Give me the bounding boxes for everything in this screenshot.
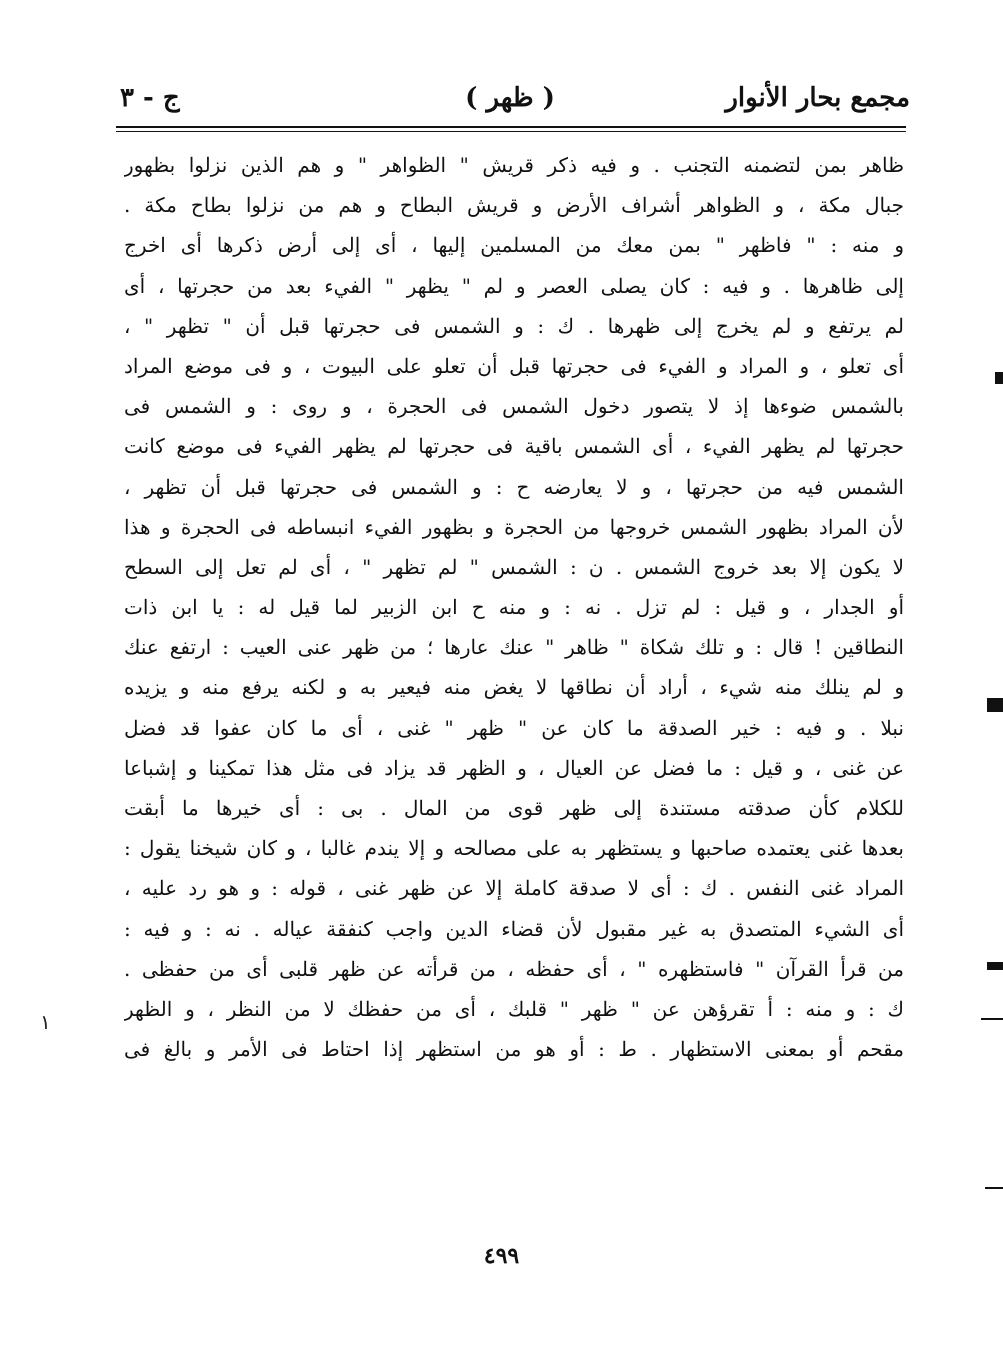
text-line: بالشمس ضوءها إذ لا يتصور دخول الشمس فى الحجرة ، و روى : و الشمس فى: [124, 394, 904, 419]
text-line: لأن المراد بظهور الشمس خروجها من الحجرة و بظهور الفيء انبساطه فى الحجرة و هذا: [124, 514, 904, 539]
page-number: ٤٩٩: [483, 1243, 520, 1269]
scan-mark: [995, 372, 1003, 384]
text-line: مقحم أو بمعنى الاستظهار . ط : أو هو من استظهر إذا احتاط فى الأمر و بالغ فى: [124, 1037, 904, 1062]
text-line: عن غنى ، و قيل : ما فضل عن العيال ، و الظهر قد يزاد فى مثل هذا تمكينا و إشباعا: [124, 755, 904, 780]
header-rule-thin: [116, 131, 906, 132]
text-line: ك : و منه : أ تقرؤهن عن " ظهر " قلبك ، أى من حفظك لا من النظر ، و الظهر: [124, 996, 904, 1021]
root-word: ( ظهر ): [465, 83, 555, 113]
text-line: النطاقين ! قال : و تلك شكاة " ظاهر " عنك عارها ؛ من ظهر عنى العيب : ارتفع عنك: [124, 635, 904, 660]
volume-number: ج - ٣: [120, 83, 180, 113]
text-line: الشمس فيه من حجرتها ، و لا يعارضه ح : و الشمس فى حجرتها قبل أن تظهر ،: [124, 474, 904, 499]
text-line: لا يكون إلا بعد خروج الشمس . ن : الشمس " لم تظهر " ، أى لم تعل إلى السطح: [124, 554, 904, 579]
text-line: أى تعلو ، و المراد و الفيء فى حجرتها قبل أن تعلو على البيوت ، و فى موضع المراد: [124, 353, 904, 378]
text-line: ظاهر بمن لتضمنه التجنب . و فيه ذكر قريش " الظواهر " و هم الذين نزلوا بظهور: [124, 153, 904, 177]
text-line: المراد غنى النفس . ك : أى لا صدقة كاملة إلا عن ظهر غنى ، قوله : و هو رد عليه ،: [124, 876, 904, 901]
text-line: بعدها غنى يعتمده صاحبها و يستظهر به على مصالحه و إلا يندم غالبا ، و كان شيخنا يقول :: [124, 836, 904, 861]
header-rule: [116, 126, 906, 128]
text-line: إلى ظاهرها . و فيه : كان يصلى العصر و لم " يظهر " الفيء بعد من حجرتها ، أى: [124, 273, 904, 298]
margin-note: ١: [40, 1010, 51, 1034]
body-text: [124, 145, 904, 1069]
book-title: مجمع بحار الأنوار: [725, 83, 910, 113]
scan-mark: [987, 698, 1003, 712]
text-line: جبال مكة ، و الظواهر أشراف الأرض و قريش البطاح و هم من نزلوا بطاح مكة .: [124, 193, 904, 218]
text-line: أو الجدار ، و قيل : لم تزل . نه : و منه ح ابن الزبير لما قيل له : يا ابن ذات: [124, 595, 904, 620]
text-line: و لم ينلك منه شيء ، أراد أن نطاقها لا يغض منه فيعير به و لكنه يرفع منه و يزيده: [124, 675, 904, 700]
scan-mark: [987, 962, 1003, 970]
text-line: نبلا . و فيه : خير الصدقة ما كان عن " ظهر " غنى ، أى ما كان عفوا قد فضل: [124, 715, 904, 740]
text-line: و منه : " فاظهر " بمن معك من المسلمين إليها ، أى إلى أرض ذكرها أى اخرج: [124, 233, 904, 258]
scan-mark: [981, 1018, 1003, 1020]
scan-mark: [985, 1187, 1003, 1189]
running-header: [110, 78, 910, 122]
text-line: للكلام كأن صدقته مستندة إلى ظهر قوى من المال . بى : أى خيرها ما أبقت: [124, 796, 904, 820]
text-line: من قرأ القرآن " فاستظهره " ، أى حفظه ، من قرأته عن ظهر قلبى أى من حفظى .: [124, 956, 904, 981]
text-line: أى الشيء المتصدق به غير مقبول لأن قضاء الدين واجب كنفقة عياله . نه : و فيه :: [124, 916, 904, 941]
text-line: حجرتها لم يظهر الفيء ، أى الشمس باقية فى حجرتها لم يظهر الفيء فى موضع كانت: [124, 434, 904, 459]
text-line: لم يرتفع و لم يخرج إلى ظهرها . ك : و الشمس فى حجرتها قبل أن " تظهر " ،: [124, 313, 904, 338]
